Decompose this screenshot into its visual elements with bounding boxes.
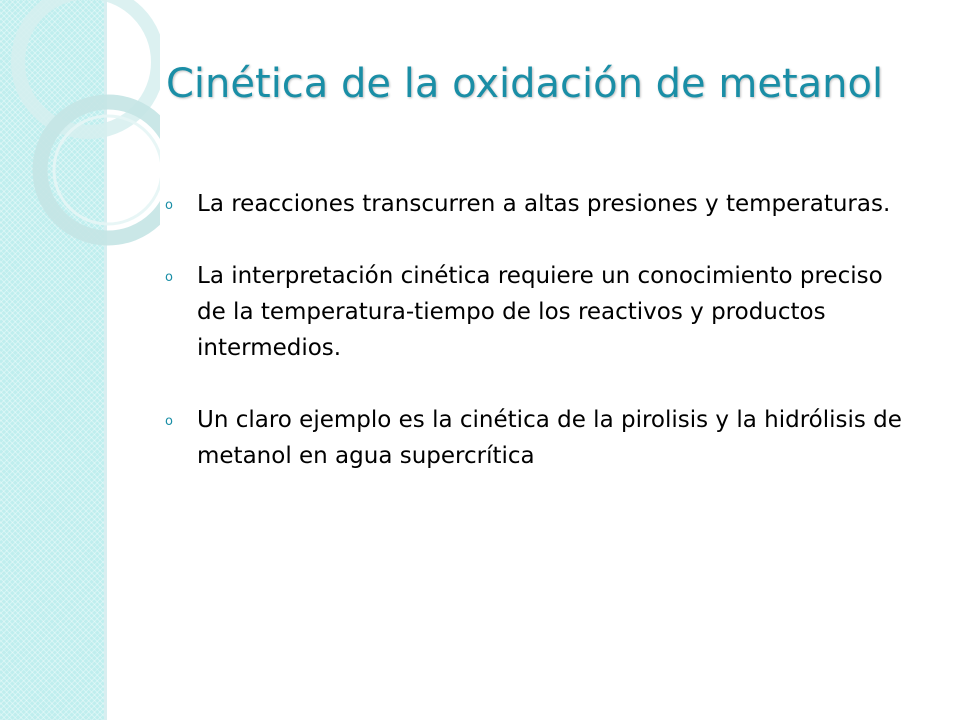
bullet-list bbox=[165, 186, 910, 510]
bullet-item-2 bbox=[165, 258, 910, 366]
slide-title: Cinética de la oxidación de metanol bbox=[166, 61, 884, 107]
bullet-text: La interpretación cinética requiere un conocimiento preciso de la temperatura-tiempo de los reactivos y productos intermedios. bbox=[197, 263, 883, 361]
bullet-marker: o bbox=[165, 198, 173, 213]
bullet-item-3 bbox=[165, 402, 910, 474]
bullet-marker: o bbox=[165, 414, 173, 429]
decorative-rings-icon bbox=[0, 0, 160, 260]
bullet-text: Un claro ejemplo es la cinética de la pirolisis y la hidrólisis de metanol en agua supercrítica bbox=[197, 407, 902, 469]
decorative-ring-lower bbox=[40, 102, 160, 238]
bullet-marker: o bbox=[165, 270, 173, 285]
bullet-text: La reacciones transcurren a altas presiones y temperaturas. bbox=[197, 191, 891, 217]
bullet-item-1 bbox=[165, 186, 910, 222]
